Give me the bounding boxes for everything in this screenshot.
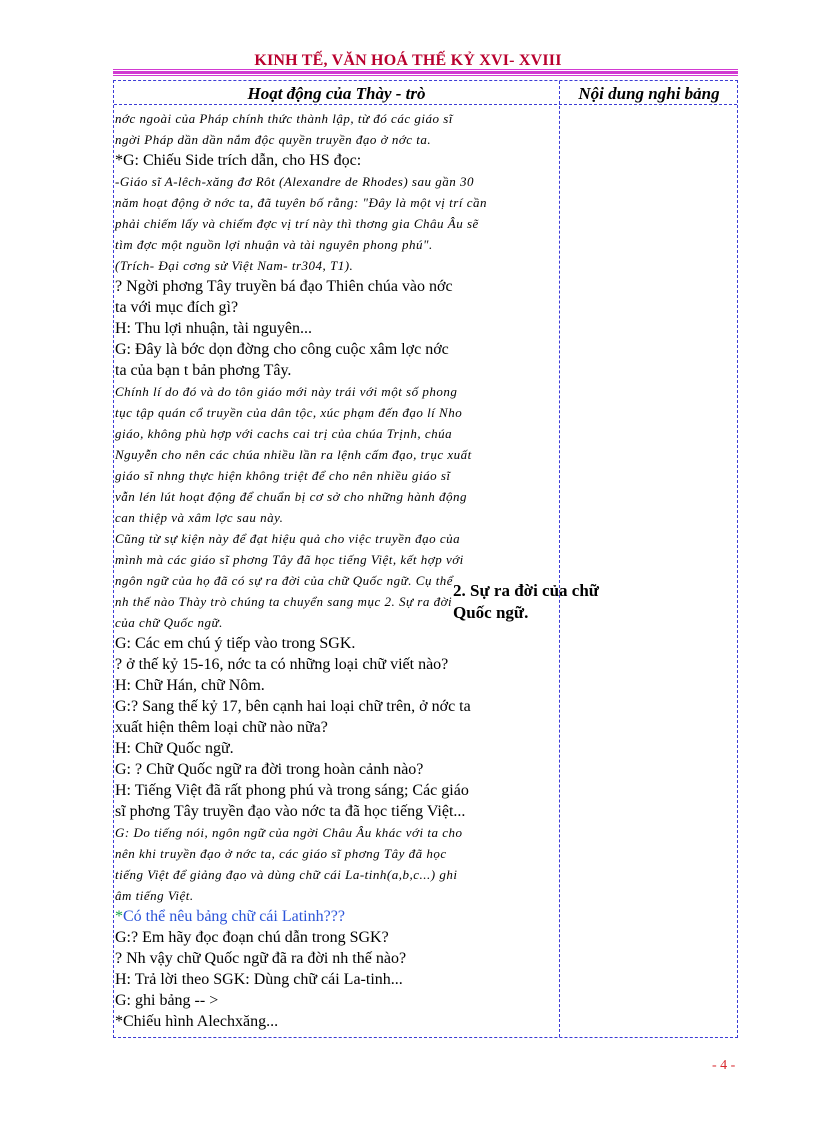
activity-line: *G: Chiếu Side trích dẫn, cho HS đọc:: [115, 152, 362, 169]
activity-line: của chữ Quốc ngữ.: [115, 615, 223, 630]
activity-line: *Chiếu hình Alechxăng...: [115, 1013, 279, 1030]
activity-line: năm hoạt động ở nớc ta, đã tuyên bố rằng: "Đây là một vị trí cần: [115, 195, 487, 210]
activity-line: G:? Em hãy đọc đoạn chú dẫn trong SGK?: [115, 929, 389, 946]
activity-line: ngôn ngữ của họ đã có sự ra đời của chữ Quốc ngữ. Cụ thể: [115, 573, 454, 588]
header-row-divider: [114, 104, 737, 105]
activity-line: Nguyễn cho nên các chúa nhiều lần ra lệnh cấm đạo, trục xuất: [115, 447, 472, 462]
activity-line: ta với mục đích gì?: [115, 299, 239, 316]
activity-line: G:? Sang thế kỷ 17, bên cạnh hai loại chữ trên, ở nớc ta: [115, 698, 471, 715]
activity-line: G: Do tiếng nói, ngôn ngữ của ngời Châu Âu khác với ta cho: [115, 825, 463, 840]
activity-line: sĩ phơng Tây truyền đạo vào nớc ta đã học tiếng Việt...: [115, 803, 466, 820]
activity-line: ? ở thế kỷ 15-16, nớc ta có những loại chữ viết nào?: [115, 656, 449, 673]
header-rule-thick: [113, 71, 738, 74]
column-header-board-content: Nội dung nghi bảng: [578, 84, 720, 103]
activity-line: mình mà các giáo sĩ phơng Tây đã học tiếng Việt, kết hợp với: [115, 552, 464, 567]
activity-line: âm tiếng Việt.: [115, 888, 194, 903]
activity-line: G: ? Chữ Quốc ngữ ra đời trong hoàn cảnh nào?: [115, 761, 424, 778]
activity-line: xuất hiện thêm loại chữ nào nữa?: [115, 719, 328, 736]
activity-line: vẫn lén lút hoạt động để chuẩn bị cơ sở cho những hành động: [115, 489, 467, 504]
activity-line: H: Thu lợi nhuận, tài nguyên...: [115, 320, 313, 337]
activity-line: tìm đợc một nguồn lợi nhuận và tài nguyên phong phú".: [115, 237, 433, 252]
activity-line: can thiệp và xâm lợc sau này.: [115, 510, 284, 525]
activity-line: Cũng từ sự kiện này để đạt hiệu quả cho việc truyền đạo của: [115, 531, 461, 546]
activity-line: Chính lí do đó và do tôn giáo mới này trái với một số phong: [115, 384, 458, 399]
activity-line: H: Trả lời theo SGK: Dùng chữ cái La-tinh...: [115, 971, 403, 988]
activities-column: [115, 108, 555, 1032]
activity-line: nên khi truyền đạo ở nớc ta, các giáo sĩ phơng Tây đã học: [115, 846, 447, 861]
activity-line: nh thế nào Thày trò chúng ta chuyển sang mục 2. Sự ra đời: [115, 594, 453, 609]
column-header-activities: Hoạt động của Thày - trò: [247, 84, 426, 103]
activity-line: G: Các em chú ý tiếp vào trong SGK.: [115, 635, 356, 652]
asterisk-icon: *: [115, 908, 123, 925]
activity-line: giáo sĩ nhng thực hiện không triệt để cho nên nhiều giáo sĩ: [115, 468, 451, 483]
activity-line: giáo, không phù hợp với cachs cai trị của chúa Trịnh, chúa: [115, 426, 453, 441]
activity-line: tiếng Việt để giảng đạo và dùng chữ cái La-tinh(a,b,c...) ghi: [115, 867, 458, 882]
activity-line: ? Nh vậy chữ Quốc ngữ đã ra đời nh thế nào?: [115, 950, 407, 967]
page-number: - 4 -: [712, 1058, 736, 1073]
lesson-table: [113, 80, 738, 1038]
header-rule-thin-top: [113, 69, 738, 70]
page-title: KINH TẾ, VĂN HOÁ THẾ KỶ XVI- XVIII: [254, 52, 562, 69]
activity-line: phải chiếm lấy và chiếm đợc vị trí này thì thơng gia Châu Âu sẽ: [115, 216, 479, 231]
board-section-heading: 2. Sự ra đời của chữ Quốc ngữ.: [453, 581, 599, 622]
header-rule-thin-bottom: [113, 75, 738, 76]
activity-line: H: Chữ Quốc ngữ.: [115, 740, 234, 757]
activity-line: H: Chữ Hán, chữ Nôm.: [115, 677, 265, 694]
activity-line: G: ghi bảng -- >: [115, 992, 219, 1009]
activity-line: [115, 906, 555, 927]
activity-line: ta của bạn t bản phơng Tây.: [115, 362, 292, 379]
activity-line: H: Tiếng Việt đã rất phong phú và trong sáng; Các giáo: [115, 782, 469, 799]
activity-line: (Trích- Đại cơng sử Việt Nam- tr304, T1).: [115, 258, 354, 273]
activity-line-text: Có thể nêu bảng chữ cái Latinh???: [123, 908, 345, 925]
activity-line: ? Ngời phơng Tây truyền bá đạo Thiên chúa vào nớc: [115, 278, 453, 295]
activity-line: ngời Pháp dần dần nắm độc quyền truyền đạo ở nớc ta.: [115, 132, 432, 147]
activity-line: -Giáo sĩ A-lêch-xăng đơ Rôt (Alexandre de Rhodes) sau gần 30: [115, 174, 474, 189]
activity-line: G: Đây là bớc dọn đờng cho công cuộc xâm lợc nớc: [115, 341, 449, 358]
column-divider: [559, 81, 560, 1037]
activity-line: tục tập quán cổ truyền của dân tộc, xúc phạm đến đạo lí Nho: [115, 405, 463, 420]
activity-line: nớc ngoài của Pháp chính thức thành lập, từ đó các giáo sĩ: [115, 111, 453, 126]
